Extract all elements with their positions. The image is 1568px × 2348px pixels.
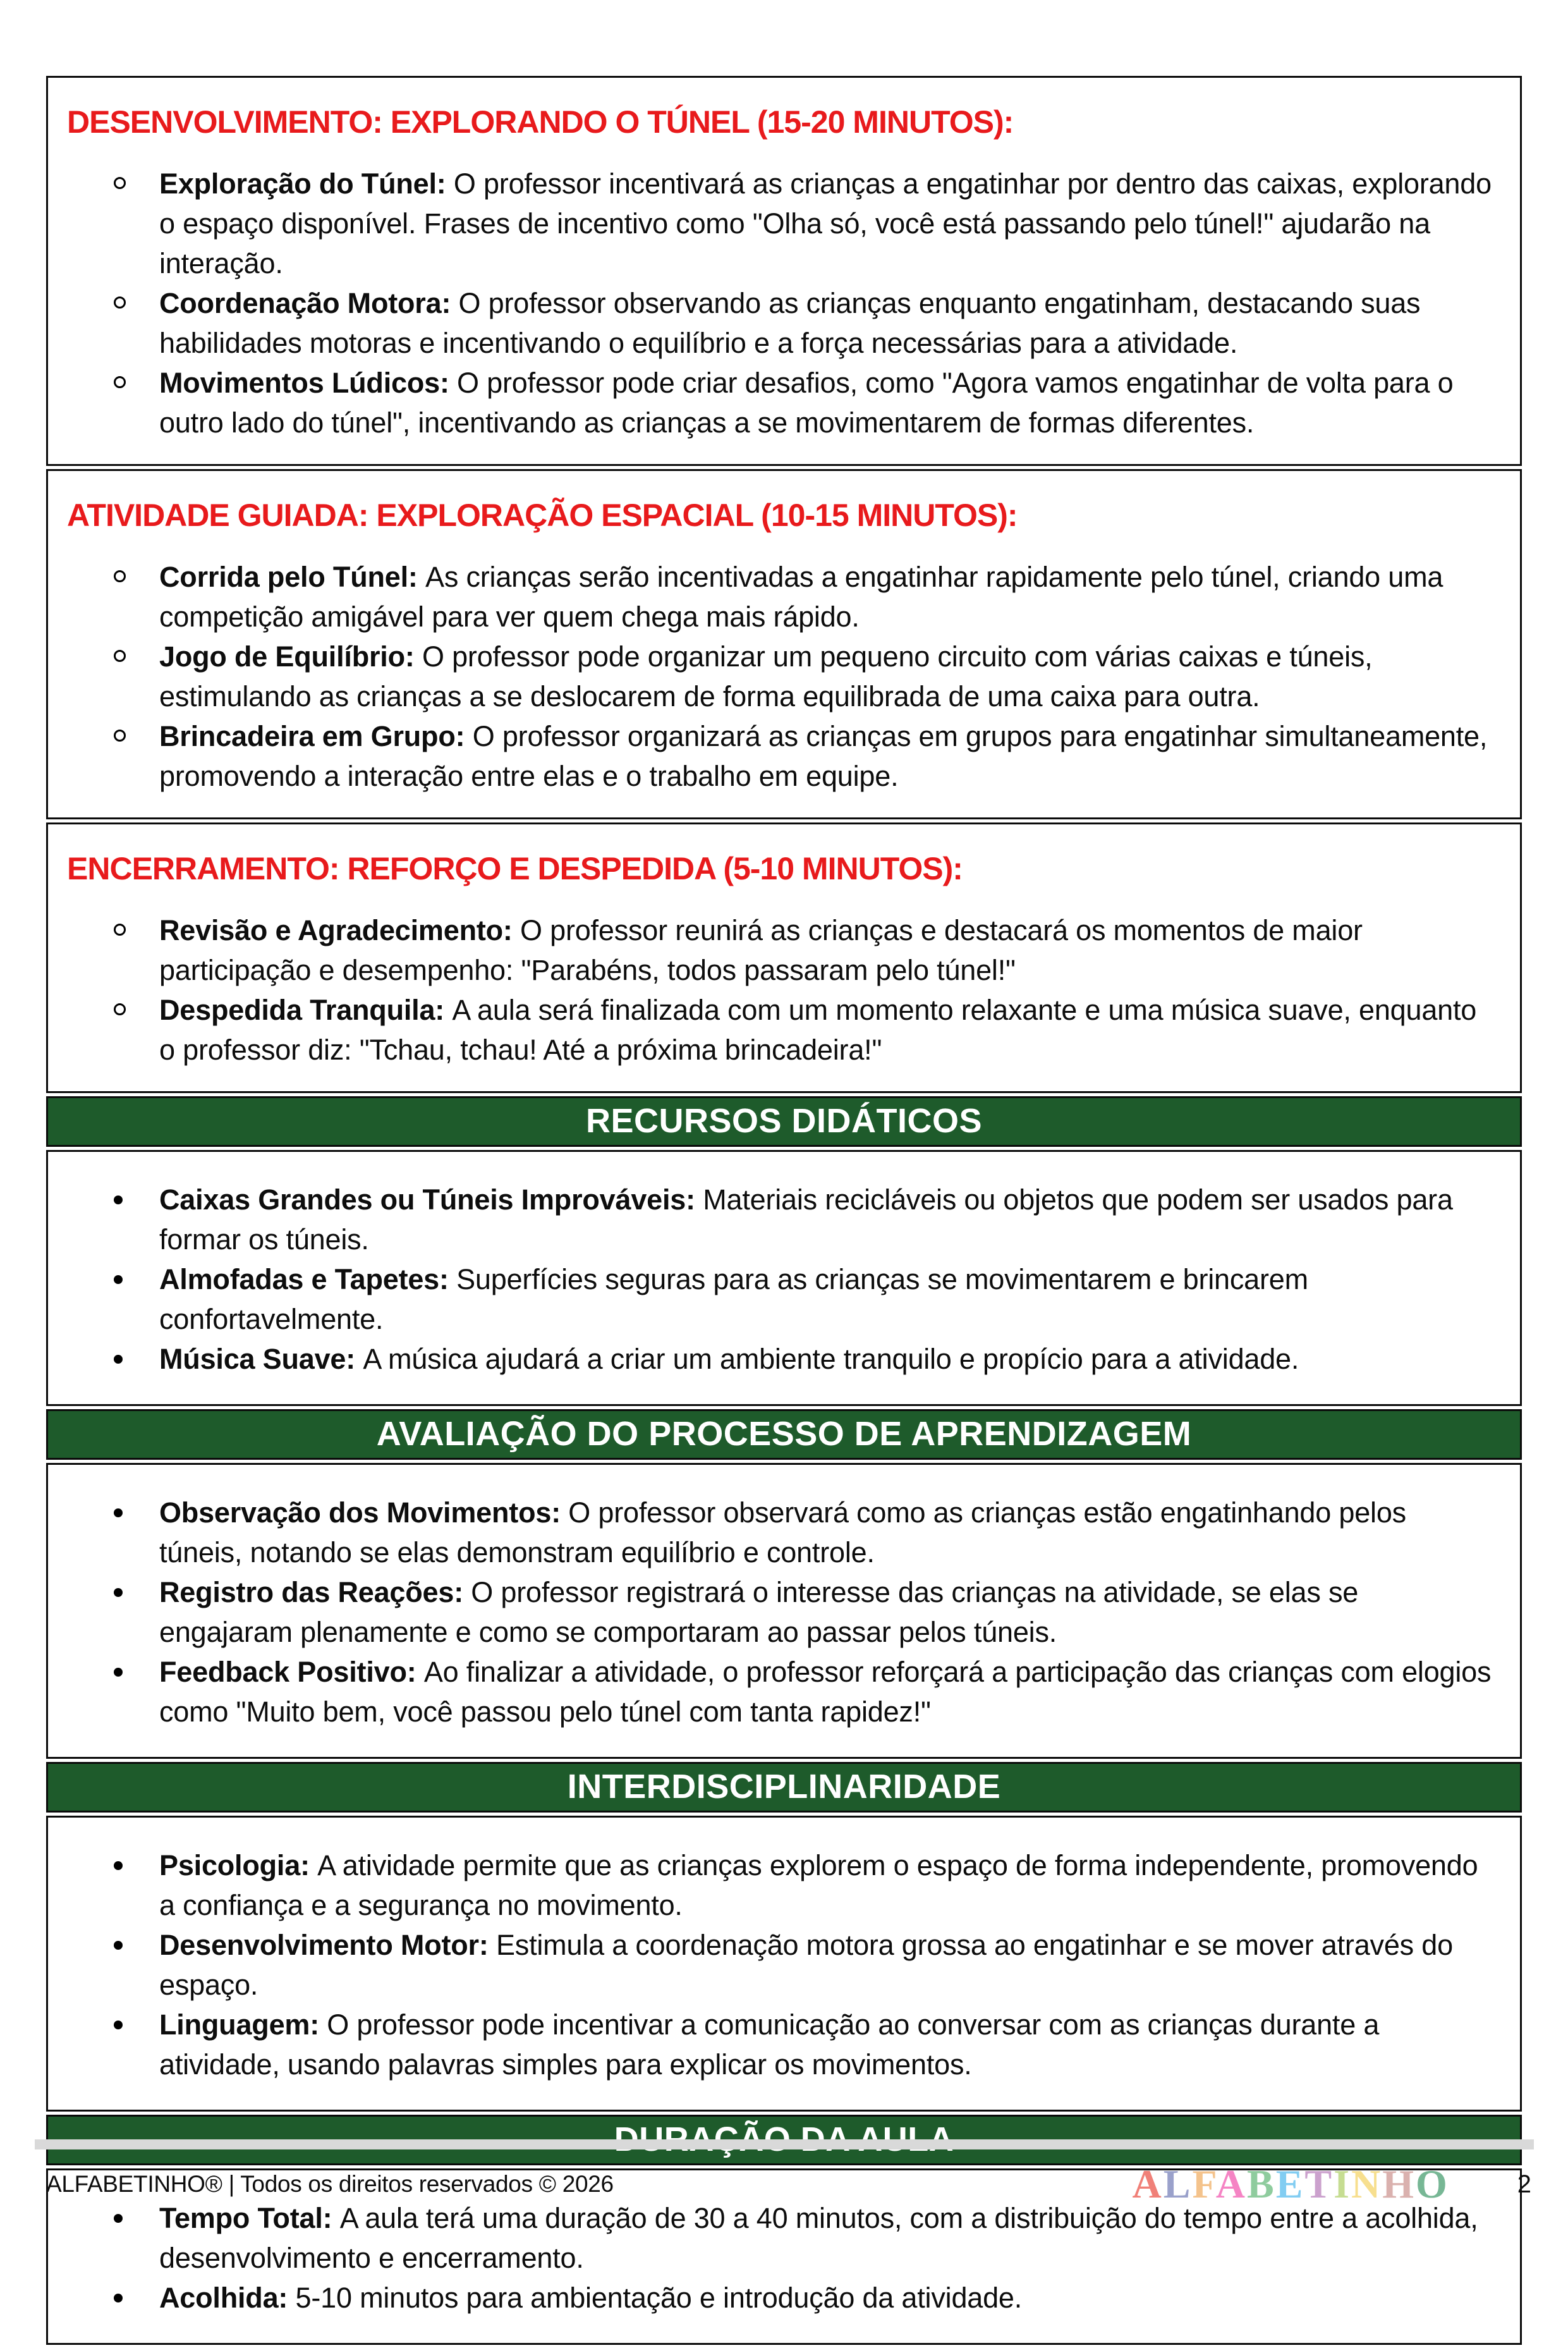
hollow-bullet-icon (114, 297, 126, 309)
list-item (67, 1845, 1495, 1925)
list-item (67, 1493, 1495, 1572)
item-label: Observação dos Movimentos: (159, 1496, 569, 1529)
item-label: Brincadeira em Grupo: (159, 720, 473, 752)
filled-bullet-icon (114, 2294, 123, 2302)
item-label: Despedida Tranquila: (159, 994, 453, 1026)
list-item (67, 283, 1495, 363)
footer-right-group (1133, 2161, 1531, 2208)
item-label: Música Suave: (159, 1343, 363, 1375)
section-box-4 (46, 1463, 1522, 1759)
logo-letter: N (1351, 2162, 1383, 2206)
logo-letter: A (1215, 2162, 1247, 2206)
hollow-bullet-icon (114, 177, 126, 189)
list-item (67, 990, 1495, 1070)
item-label: Coordenação Motora: (159, 287, 459, 319)
item-label: Corrida pelo Túnel: (159, 561, 426, 593)
hollow-bullet-icon (114, 1003, 126, 1015)
footer-divider-bar (35, 2139, 1534, 2149)
list-item (67, 637, 1495, 716)
item-text: O professor pode incentivar a comunicação ao conversar com as crianças durante a atividade, usando palavras simples para explicar os movimentos. (159, 2009, 1380, 2081)
item-label: Almofadas e Tapetes: (159, 1263, 457, 1295)
list-item (67, 910, 1495, 990)
item-label: Desenvolvimento Motor: (159, 1929, 496, 1961)
bullet-list-1 (67, 557, 1495, 796)
section-heading-0: DESENVOLVIMENTO: EXPLORANDO O TÚNEL (15-20 MINUTOS): (67, 104, 1014, 140)
item-text: O professor observando as crianças enquanto engatinham, destacando suas habilidades motoras e incentivando o equilíbrio e a força necessárias para a atividade. (159, 287, 1421, 359)
item-label: Linguagem: (159, 2009, 327, 2041)
section-heading-2: ENCERRAMENTO: REFORÇO E DESPEDIDA (5-10 MINUTOS): (67, 851, 963, 886)
section-banner-5: INTERDISCIPLINARIDADE (46, 1762, 1522, 1813)
item-text: O professor observará como as crianças estão engatinhando pelos túneis, notando se elas demonstram equilíbrio e controle. (159, 1496, 1406, 1568)
item-label: Tempo Total: (159, 2202, 340, 2234)
list-item (67, 2005, 1495, 2084)
hollow-bullet-icon (114, 924, 126, 936)
item-label: Psicologia: (159, 1849, 318, 1881)
logo-letter: I (1334, 2162, 1351, 2206)
logo-letter: H (1382, 2162, 1416, 2206)
section-box-0 (46, 76, 1522, 466)
list-item (67, 164, 1495, 283)
filled-bullet-icon (114, 2214, 123, 2223)
filled-bullet-icon (114, 1275, 123, 1284)
list-item (67, 1652, 1495, 1732)
hollow-bullet-icon (114, 376, 126, 388)
bullet-list-6 (67, 2198, 1495, 2318)
item-text: O professor incentivará as crianças a engatinhar por dentro das caixas, explorando o espaço disponível. Frases de incentivo como "Olha só, você está passando pelo túnel!" ajudarão na interação. (159, 168, 1492, 279)
item-text: As crianças serão incentivadas a engatinhar rapidamente pelo túnel, criando uma competição amigável para ver quem chega mais rápido. (159, 561, 1443, 633)
item-text: Superfícies seguras para as crianças se movimentarem e brincarem confortavelmente. (159, 1263, 1308, 1335)
list-item (67, 716, 1495, 796)
item-text: O professor organizará as crianças em grupos para engatinhar simultaneamente, promovendo a interação entre elas e o trabalho em equipe. (159, 720, 1488, 792)
item-label: Exploração do Túnel: (159, 168, 454, 200)
logo-letter: A (1132, 2162, 1164, 2206)
section-banner-4: AVALIAÇÃO DO PROCESSO DE APRENDIZAGEM (46, 1409, 1522, 1460)
section-banner-3: RECURSOS DIDÁTICOS (46, 1096, 1522, 1147)
filled-bullet-icon (114, 2021, 123, 2029)
filled-bullet-icon (114, 1588, 123, 1597)
list-item (67, 2278, 1495, 2318)
item-text: A atividade permite que as crianças explorem o espaço de forma independente, promovendo a confiança e a segurança no movimento. (159, 1849, 1478, 1921)
filled-bullet-icon (114, 1861, 123, 1870)
bullet-list-0 (67, 164, 1495, 443)
list-item (67, 557, 1495, 637)
filled-bullet-icon (114, 1668, 123, 1677)
list-item (67, 1925, 1495, 2005)
item-text: O professor pode criar desafios, como "Agora vamos engatinhar de volta para o outro lado do túnel", incentivando as crianças a se movimentarem de formas diferentes. (159, 367, 1454, 439)
item-label: Jogo de Equilíbrio: (159, 640, 422, 673)
item-label: Revisão e Agradecimento: (159, 914, 521, 946)
item-label: Movimentos Lúdicos: (159, 367, 458, 399)
item-text: O professor reunirá as crianças e destacará os momentos de maior participação e desempenho: "Parabéns, todos passaram pelo túnel!" (159, 914, 1363, 986)
section-box-2 (46, 822, 1522, 1093)
item-text: A aula terá uma duração de 30 a 40 minutos, com a distribuição do tempo entre a acolhida, desenvolvimento e encerramento. (159, 2202, 1478, 2274)
hollow-bullet-icon (114, 570, 126, 582)
item-text: A aula será finalizada com um momento relaxante e uma música suave, enquanto o professor diz: "Tchau, tchau! Até a próxima brincadeira!" (159, 994, 1477, 1066)
alfabetinho-logo (1133, 2161, 1449, 2208)
section-heading-1: ATIVIDADE GUIADA: EXPLORAÇÃO ESPACIAL (10-15 MINUTOS): (67, 498, 1018, 533)
item-text: Ao finalizar a atividade, o professor reforçará a participação das crianças com elogios como "Muito bem, você passou pelo túnel com tanta rapidez!" (159, 1656, 1492, 1728)
list-item (67, 1572, 1495, 1652)
list-item (67, 1339, 1495, 1379)
item-text: Materiais recicláveis ou objetos que podem ser usados para formar os túneis. (159, 1183, 1453, 1256)
bullet-list-5 (67, 1845, 1495, 2084)
item-text: A música ajudará a criar um ambiente tranquilo e propício para a atividade. (363, 1343, 1299, 1375)
item-label: Feedback Positivo: (159, 1656, 424, 1688)
item-text: O professor registrará o interesse das crianças na atividade, se elas se engajaram plenamente e como se comportaram ao passar pelos túneis. (159, 1576, 1359, 1648)
list-item (67, 2198, 1495, 2278)
bullet-list-4 (67, 1493, 1495, 1732)
filled-bullet-icon (114, 1941, 123, 1950)
hollow-bullet-icon (114, 730, 126, 742)
logo-letter: L (1163, 2162, 1193, 2206)
list-item (67, 1259, 1495, 1339)
item-text: 5-10 minutos para ambientação e introdução da atividade. (295, 2282, 1023, 2314)
section-box-3 (46, 1150, 1522, 1406)
logo-letter: O (1415, 2162, 1449, 2206)
item-text: O professor pode organizar um pequeno circuito com várias caixas e túneis, estimulando as crianças a se deslocarem de forma equilibrada de uma caixa para outra. (159, 640, 1373, 712)
page-footer (46, 2161, 1531, 2208)
logo-letter: B (1247, 2162, 1276, 2206)
filled-bullet-icon (114, 1195, 123, 1204)
logo-letter: F (1192, 2162, 1216, 2206)
item-label: Registro das Reações: (159, 1576, 471, 1608)
logo-letter: T (1304, 2162, 1334, 2206)
lesson-plan-content (46, 76, 1522, 2348)
item-label: Caixas Grandes ou Túneis Improváveis: (159, 1183, 703, 1216)
page-number: 2 (1517, 2170, 1531, 2198)
logo-letter: E (1275, 2162, 1305, 2206)
list-item (67, 363, 1495, 443)
bullet-list-2 (67, 910, 1495, 1070)
item-text: Estimula a coordenação motora grossa ao engatinhar e se mover através do espaço. (159, 1929, 1453, 2001)
filled-bullet-icon (114, 1508, 123, 1517)
list-item (67, 1180, 1495, 1259)
hollow-bullet-icon (114, 650, 126, 662)
section-box-5 (46, 1816, 1522, 2112)
section-box-1 (46, 469, 1522, 819)
item-label: Acolhida: (159, 2282, 296, 2314)
bullet-list-3 (67, 1180, 1495, 1379)
copyright-text: ALFABETINHO® | Todos os direitos reservados © 2026 (46, 2171, 614, 2197)
filled-bullet-icon (114, 1355, 123, 1364)
